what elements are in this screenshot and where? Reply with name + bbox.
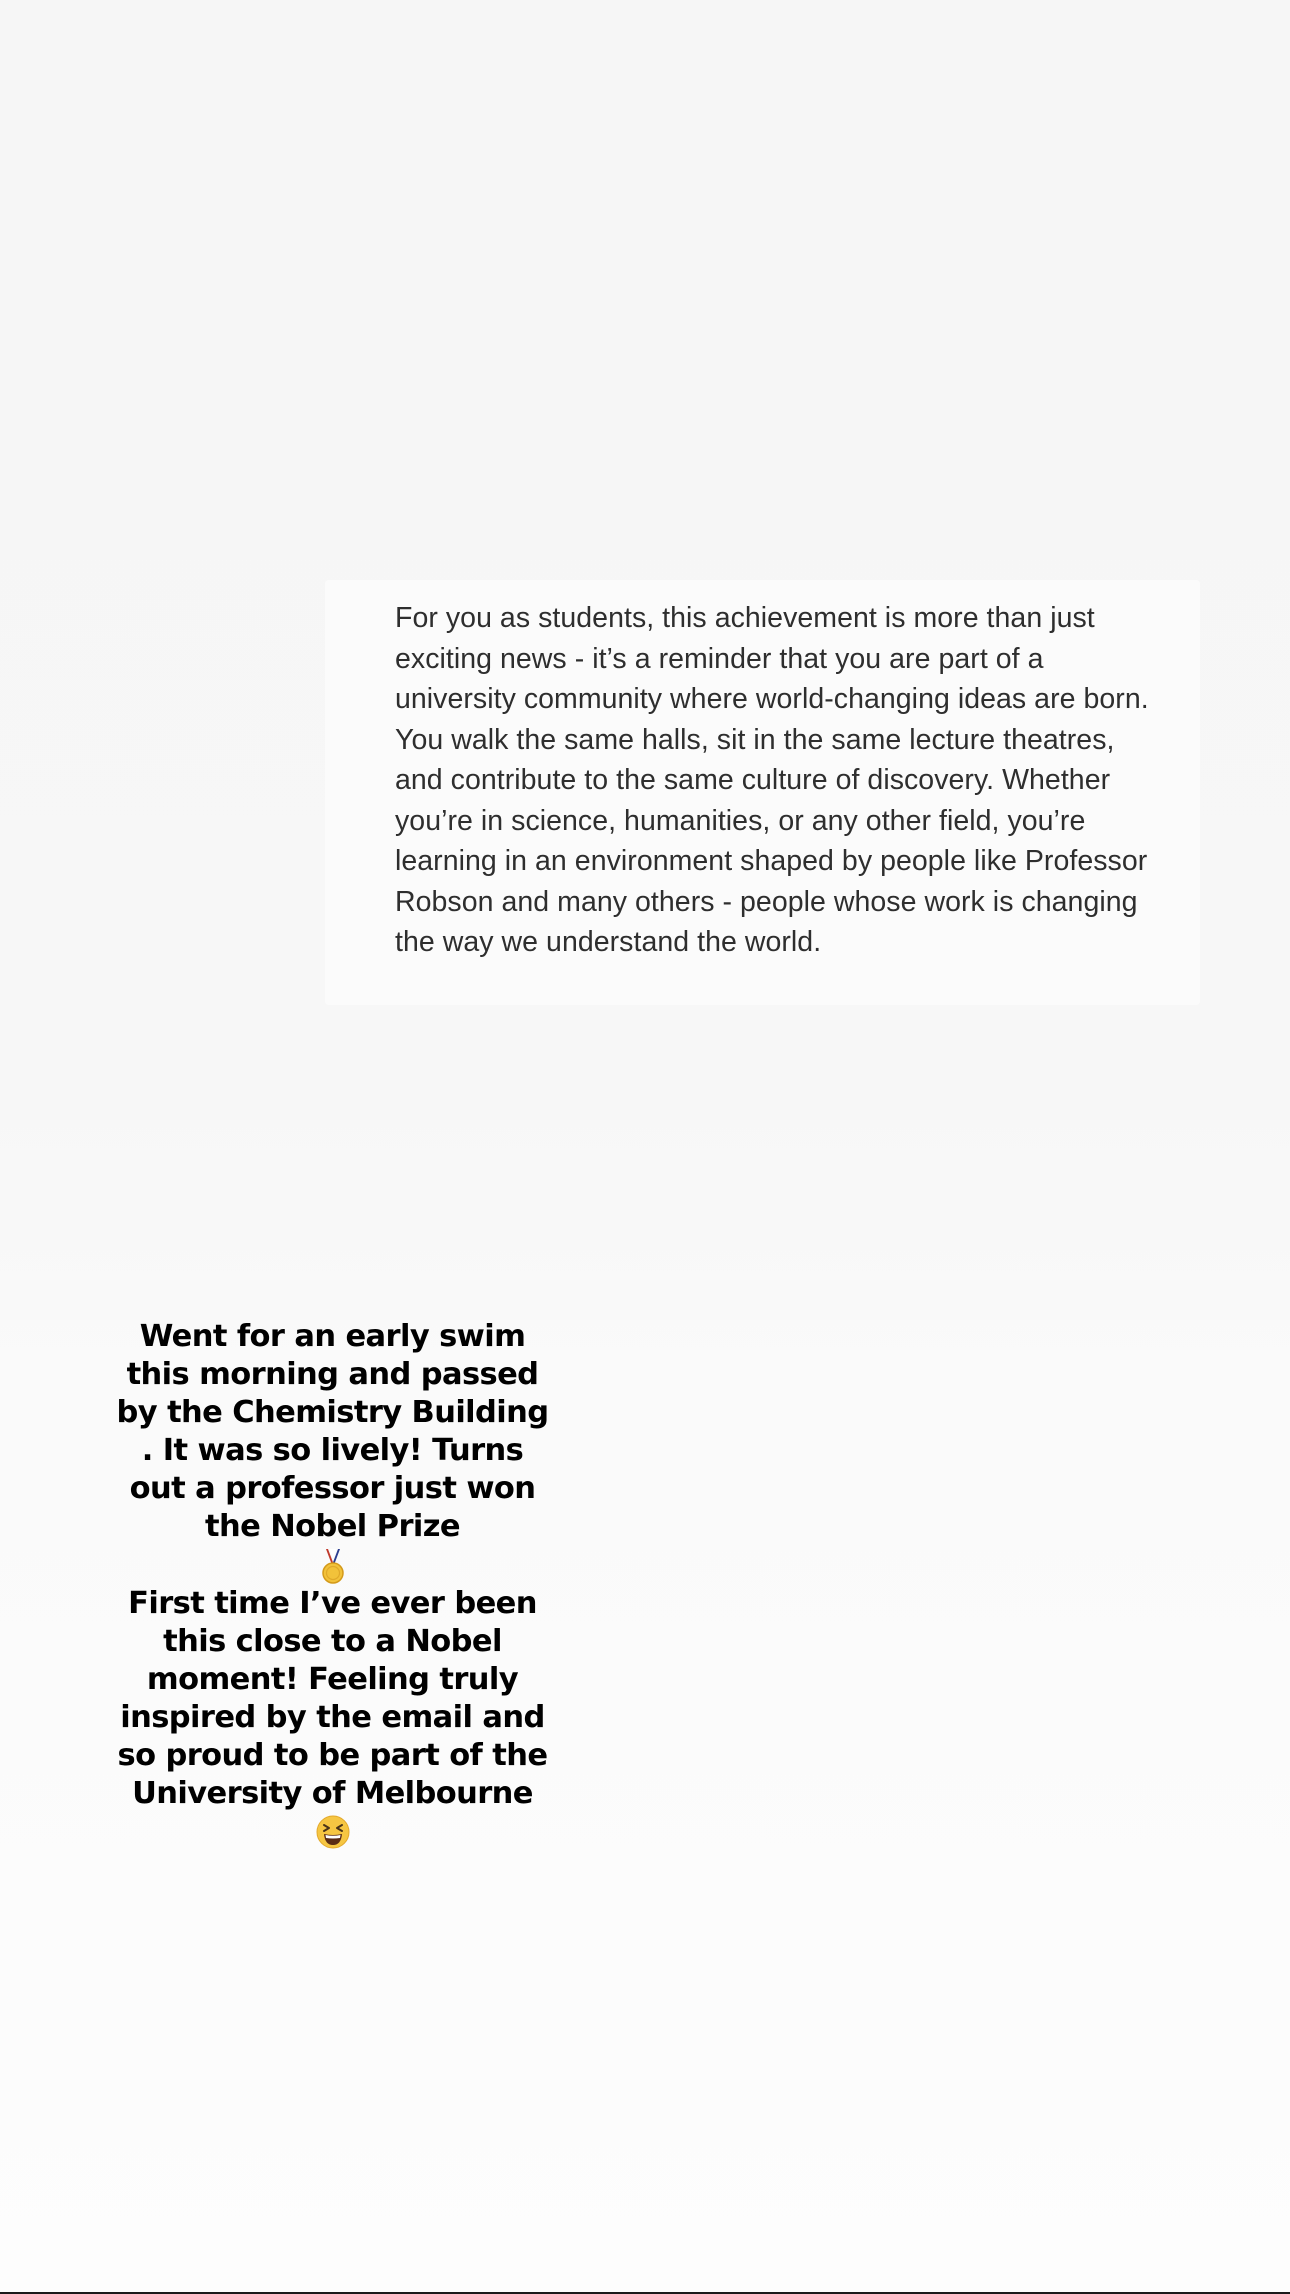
caption-paragraph-1	[110, 1318, 555, 1585]
caption-paragraph-1-text: Went for an early swim this morning and passed by the Chemistry Building . It was so lively! Turns out a professor just won the Nobel Prize	[116, 1319, 549, 1544]
caption-paragraph-2	[110, 1585, 555, 1852]
story-caption	[110, 1318, 555, 1851]
email-screenshot-card	[325, 580, 1200, 1005]
email-excerpt-text: For you as students, this achievement is more than just exciting news - it’s a reminder that you are part of a university community where world-changing ideas are born. You walk the same halls, sit in the same lecture theatres, and contribute to the same culture of discovery. Whether you’re in science, humanities, or any other field, you’re learning in an environment shaped by people like Professor Robson and many others - people whose work is changing the way we understand the world.	[395, 602, 1149, 958]
medal-icon	[314, 1547, 352, 1585]
grinning-squinting-face-icon	[314, 1813, 352, 1851]
caption-paragraph-2-text: First time I’ve ever been this close to a Nobel moment! Feeling truly inspired by the email and so proud to be part of the University of Melbourne	[117, 1585, 548, 1811]
